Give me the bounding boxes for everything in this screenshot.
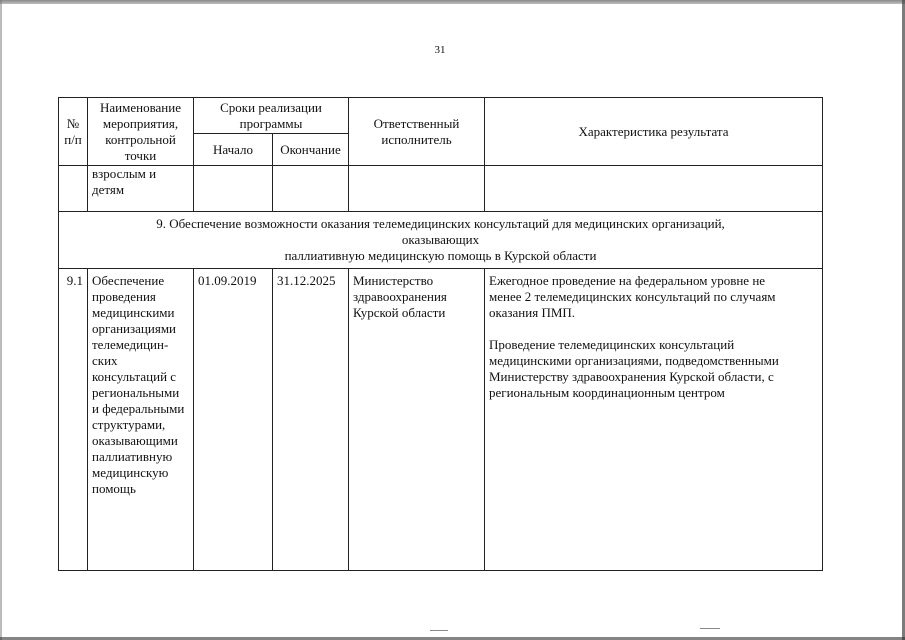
header-start: Начало [194,134,273,166]
carryover-end [273,166,349,212]
header-result: Характеристика результата [485,98,823,166]
row-start-date: 01.09.2019 [194,269,273,571]
row-responsible: Министерство здравоохранения Курской области [349,269,485,571]
carryover-number [59,166,88,212]
row-end-date: 31.12.2025 [273,269,349,571]
header-period: Сроки реализации программы [194,98,349,134]
carryover-start [194,166,273,212]
table-row [59,269,823,571]
header-responsible: Ответственный исполнитель [349,98,485,166]
row-result: Ежегодное проведение на федеральном уровне не менее 2 телемедицинских консультаций по случаям оказания ПМП. Проведение телемедицинских консультаций медицинскими организациями, подведомственными Министерству здравоохранения Курской области, с региональным координационным центром [485,269,823,571]
scan-artifact-line [700,628,720,629]
carryover-name: взрослым и детям [88,166,194,212]
carryover-result [485,166,823,212]
row-name: Обеспечение проведения медицинскими организациями телемедицин- ских консультаций с региональными и федеральными структурами, оказывающими паллиативную медицинскую помощь [88,269,194,571]
header-end: Окончание [273,134,349,166]
header-number: № п/п [59,98,88,166]
program-table [58,97,823,571]
scan-edge-left [0,0,2,640]
header-name: Наименование мероприятия, контрольной точки [88,98,194,166]
carryover-row [59,166,823,212]
row-number: 9.1 [59,269,88,571]
scan-artifact-line [430,630,448,631]
section-title: 9. Обеспечение возможности оказания телемедицинских консультаций для медицинских организаций, оказывающих паллиативную медицинскую помощь в Курской области [59,212,823,269]
carryover-responsible [349,166,485,212]
scan-edge-top [0,0,905,4]
page-number: 31 [434,44,446,56]
